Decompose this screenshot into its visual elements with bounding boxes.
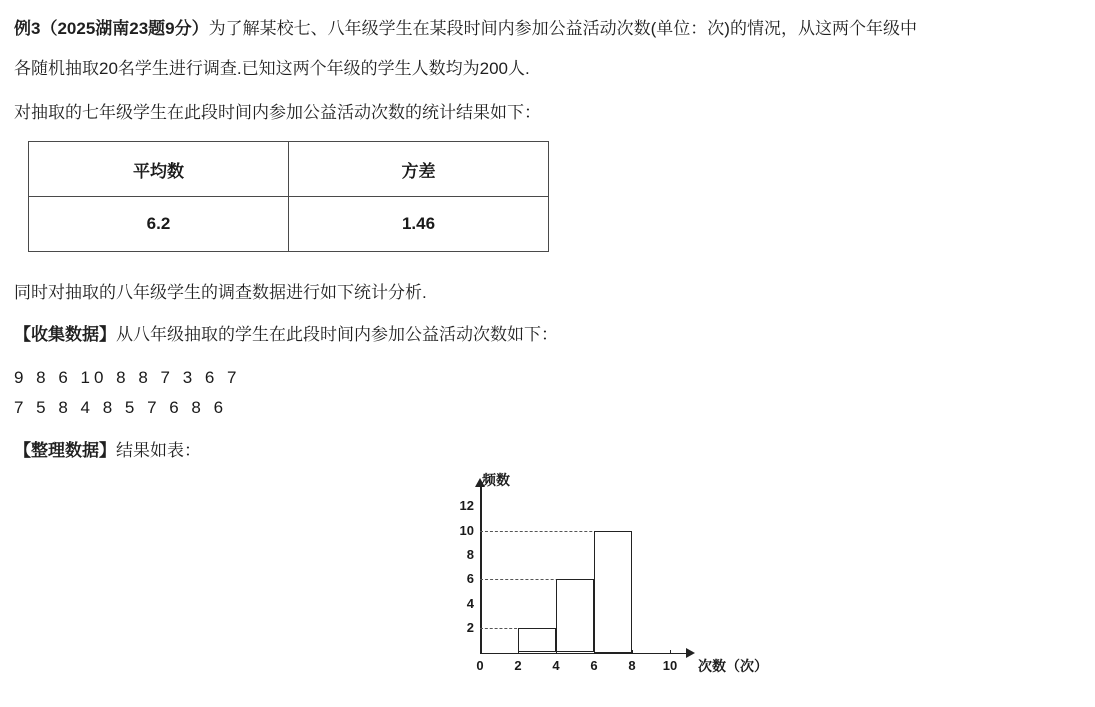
x-tick-label: 0 [476,657,484,673]
y-tick-label: 12 [459,498,474,514]
table-row-header [29,142,549,197]
histogram-bar [518,628,556,652]
table-cell-mean-value: 6.2 [29,197,289,252]
y-tick-label: 2 [466,620,474,636]
x-tick-label: 6 [590,657,598,673]
x-tick-label: 8 [628,657,636,673]
paragraph-2: 各随机抽取20名学生进行调查.已知这两个年级的学生人数均为200人. [14,58,530,78]
x-tick-label: 10 [662,657,678,673]
paragraph-1-text: 为了解某校七、八年级学生在某段时间内参加公益活动次数(单位：次)的情况，从这两个年级中 [208,19,917,38]
paragraph-5-text: 从八年级抽取的学生在此段时间内参加公益活动次数如下： [116,325,558,344]
stat-table [28,141,549,252]
x-tick-mark [632,650,633,654]
paragraph-5 [0,308,1095,350]
y-tick-label: 10 [459,522,474,538]
table-header-variance: 方差 [289,142,549,197]
data-row-1: 9 8 6 10 8 8 7 3 6 7 [14,367,241,387]
organize-data-label: 【整理数据】 [14,440,116,460]
y-axis-label: 频数 [482,471,510,488]
example-label: 例3（2025湖南23题9分） [14,19,209,38]
paragraph-3: 对抽取的七年级学生在此段时间内参加公益活动次数的统计结果如下： [14,102,541,122]
chart-plot-area [420,471,768,677]
data-row-2: 7 5 8 4 8 5 7 6 8 6 [14,397,228,417]
paragraph-4: 同时对抽取的八年级学生的调查数据进行如下统计分析. [14,283,427,303]
stat-table-wrapper [0,127,1095,252]
collect-data-label: 【收集数据】 [14,325,116,344]
x-axis-arrow [686,648,695,658]
table-row [29,197,549,252]
x-tick-label: 4 [552,657,560,673]
paragraph-6 [0,418,1095,466]
x-axis-label: 次数（次） [698,657,768,674]
y-tick-label: 8 [466,546,474,562]
y-tick-label: 6 [466,571,474,587]
y-tick-label: 4 [466,595,474,611]
paragraph-1 [0,0,1095,44]
histogram-bar [594,531,632,653]
paragraph-6-text: 结果如表： [116,440,201,460]
x-tick-label: 2 [514,657,522,673]
x-tick-mark [670,650,671,654]
histogram-bar [556,579,594,652]
x-axis-line [480,653,688,655]
table-header-mean: 平均数 [29,142,289,197]
table-cell-variance-value: 1.46 [289,197,549,252]
frequency-histogram [0,472,1095,677]
